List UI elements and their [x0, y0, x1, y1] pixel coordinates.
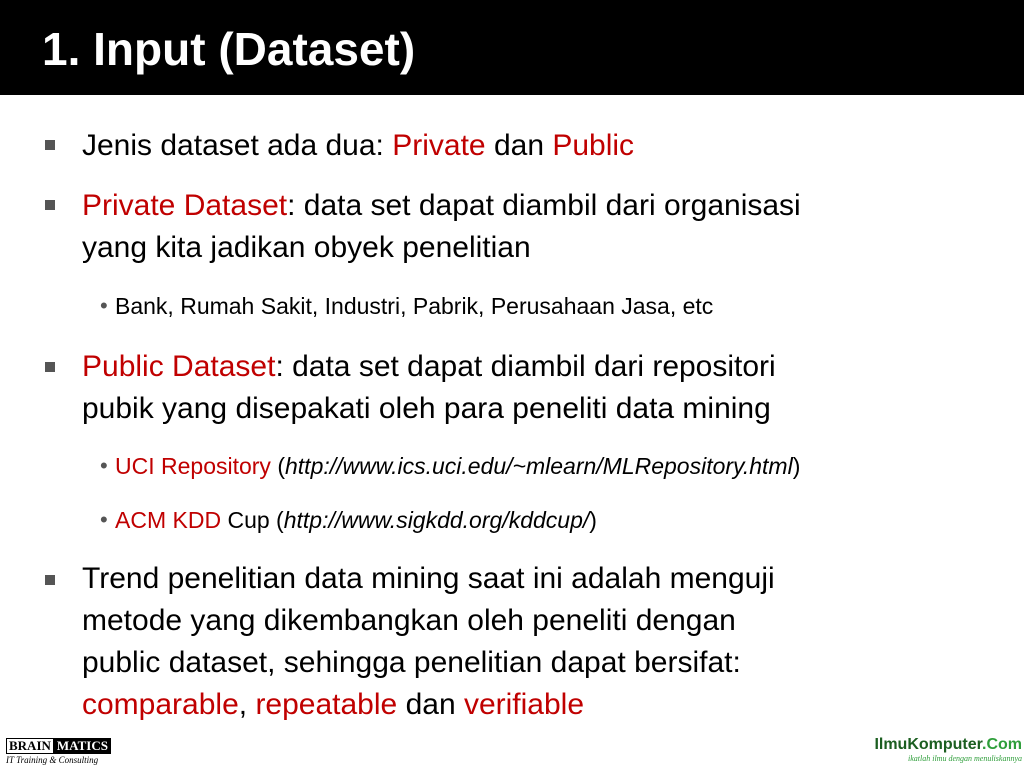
uci-url-link[interactable]: http://www.ics.uci.edu/~mlearn/MLRepository.html [285, 453, 793, 479]
keyword-private: Private [392, 129, 486, 162]
keyword-public: Public [552, 129, 635, 162]
ilmukomputer-wordmark: IlmuKomputer [874, 736, 982, 753]
sub-bullet-uci [115, 450, 1005, 482]
square-bullet-icon [45, 575, 55, 585]
paren-open: ( [270, 453, 285, 479]
bullet-text: public dataset, sehingga penelitian dapat bersifat: [82, 646, 741, 679]
sub-bullet-private-examples: Bank, Rumah Sakit, Industri, Pabrik, Perusahaan Jasa, etc [115, 293, 714, 319]
dot-bullet-icon: • [100, 507, 108, 532]
acm-kdd-label: ACM KDD [115, 507, 222, 533]
square-bullet-icon [45, 140, 55, 150]
bullet-text: metode yang dikembangkan oleh peneliti dengan [82, 604, 736, 637]
brainmatics-logo-brain: BRAIN [6, 738, 54, 754]
dot-bullet-icon: • [100, 453, 108, 478]
ilmukomputer-tagline: ikatlah ilmu dengan menuliskannya [908, 754, 1022, 763]
slide-title: 1. Input (Dataset) [42, 23, 416, 75]
ilmukomputer-logo [868, 736, 1022, 766]
title-bar [0, 0, 1024, 95]
separator: , [238, 688, 256, 721]
bullet-text: yang kita jadikan obyek penelitian [82, 231, 531, 264]
bullet-text: Trend penelitian data mining saat ini adalah menguji [82, 562, 775, 595]
keyword-verifiable: verifiable [463, 688, 585, 721]
bullet-text: Cup ( [221, 507, 284, 533]
bullet-text: : data set dapat diambil dari organisasi [287, 189, 801, 222]
paren-close: ) [792, 453, 801, 479]
public-dataset-label: Public Dataset [82, 350, 276, 383]
bullet-text: Jenis dataset ada dua: [82, 129, 393, 162]
square-bullet-icon [45, 362, 55, 372]
conjunction: dan [485, 129, 553, 162]
bullet-public-dataset [82, 346, 982, 430]
brainmatics-tagline: IT Training & Consulting [6, 755, 99, 765]
uci-repository-label: UCI Repository [115, 453, 271, 479]
kddcup-url-link[interactable]: http://www.sigkdd.org/kddcup/ [283, 507, 590, 533]
bullet-dataset-types [82, 125, 982, 167]
keyword-comparable: comparable [82, 688, 239, 721]
private-dataset-label: Private Dataset [82, 189, 288, 222]
square-bullet-icon [45, 200, 55, 210]
bullet-text: : data set dapat diambil dari repositori [275, 350, 776, 383]
brainmatics-logo [6, 738, 116, 766]
sub-bullet-acm-kdd [115, 504, 1005, 536]
bullet-research-trend [82, 558, 982, 726]
keyword-repeatable: repeatable [255, 688, 398, 721]
brainmatics-logo-matics: MATICS [54, 738, 111, 754]
bullet-text: pubik yang disepakati oleh para peneliti data mining [82, 392, 771, 425]
bullet-private-dataset [82, 185, 982, 269]
ilmukomputer-domain: .Com [982, 736, 1022, 753]
paren-close: ) [589, 507, 597, 533]
dot-bullet-icon: • [100, 293, 108, 318]
conjunction: dan [397, 688, 464, 721]
